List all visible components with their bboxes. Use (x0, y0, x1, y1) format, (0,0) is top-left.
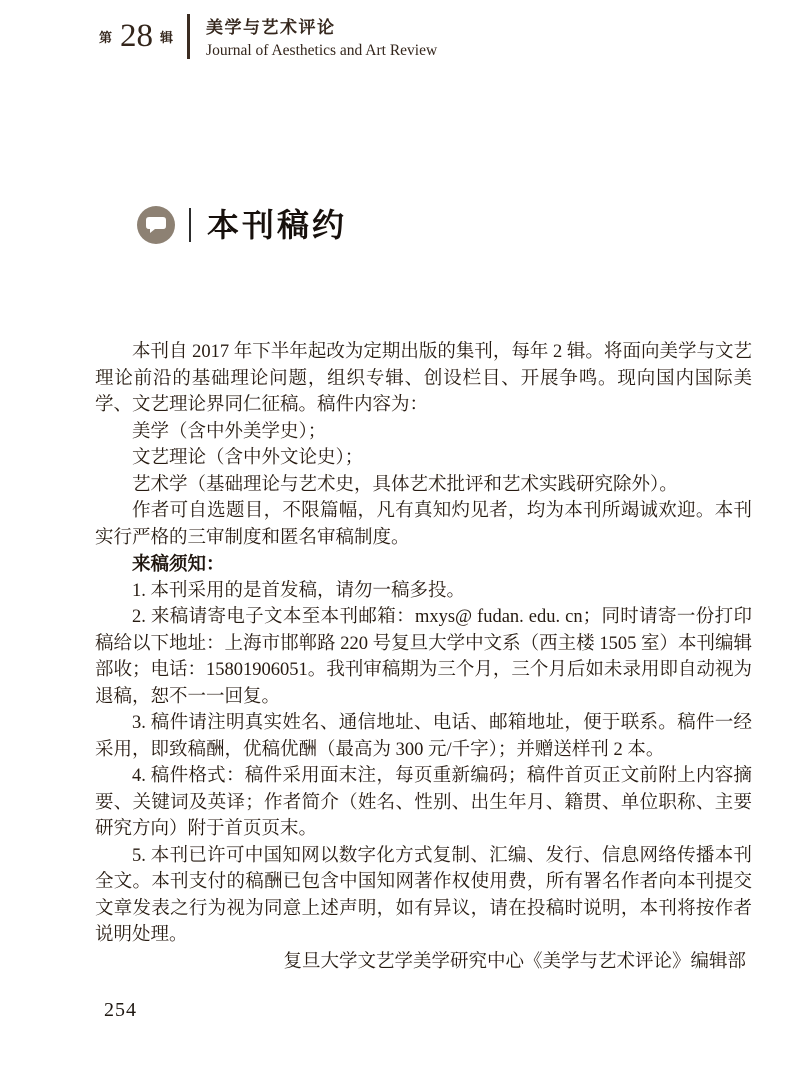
issue-number: 28 (120, 18, 154, 54)
notice-item: 1. 本刊采用的是首发稿，请勿一稿多投。 (132, 580, 466, 601)
notice-heading: 来稿须知： (132, 553, 225, 574)
title-divider (189, 208, 191, 242)
notice-item: 2. 来稿请寄电子文本至本刊邮箱：mxys@ fudan. edu. cn；同时请寄一份打印稿给以下地址：上海市邯郸路 220 号复旦大学中文系（西主楼 1505 室）本刊编辑部收；电话：15801906051。我刊审稿期为三个月，三个月后如未录用即自动视为退稿，恕不一一回复。 (95, 607, 752, 707)
speech-bubble-icon (137, 206, 175, 244)
issue-suffix: 辑 (160, 30, 175, 45)
article-title-block (137, 206, 347, 244)
notice-item: 3. 稿件请注明真实姓名、通信地址、电话、邮箱地址，便于联系。稿件一经采用，即致稿酬，优稿优酬（最高为 300 元/千字）；并赠送样刊 2 本。 (95, 713, 752, 760)
welcome-paragraph: 作者可自选题目，不限篇幅，凡有真知灼见者，均为本刊所竭诚欢迎。本刊实行严格的三审制度和匿名审稿制度。 (95, 501, 752, 548)
notice-item: 5. 本刊已许可中国知网以数字化方式复制、汇编、发行、信息网络传播本刊全文。本刊支付的稿酬已包含中国知网著作权使用费，所有署名作者向本刊提交文章发表之行为视为同意上述声明，如有异议，请在投稿时说明，本刊将按作者说明处理。 (95, 845, 752, 945)
scope-item: 美学（含中外美学史）； (132, 421, 327, 442)
editorial-signature: 复旦大学文艺学美学研究中心《美学与艺术评论》编辑部 (283, 951, 746, 972)
issue-info (99, 20, 174, 53)
page-title: 本刊稿约 (207, 207, 348, 243)
scope-item: 文艺理论（含中外文论史）； (132, 448, 364, 468)
journal-titles (206, 13, 437, 60)
scope-item: 艺术学（基础理论与艺术史，具体艺术批评和艺术实践研究除外）。 (132, 474, 678, 495)
intro-paragraph: 本刊自 2017 年下半年起改为定期出版的集刊，每年 2 辑。将面向美学与文艺理论前沿的基础理论问题，组织专辑、创设栏目、开展争鸣。现向国内国际美学、文艺理论界同仁征稿。稿件内容为： (95, 342, 752, 415)
running-head (99, 13, 437, 60)
header-divider (187, 14, 190, 59)
notice-item: 4. 稿件格式：稿件采用面末注，每页重新编码；稿件首页正文前附上内容摘要、关键词及英译；作者简介（姓名、性别、出生年月、籍贯、单位职称、主要研究方向）附于首页页末。 (95, 766, 752, 839)
article-body (95, 339, 752, 975)
issue-prefix: 第 (99, 30, 114, 45)
journal-title-en: Journal of Aesthetics and Art Review (206, 42, 438, 59)
page-number: 254 (104, 999, 137, 1021)
journal-title-zh: 美学与艺术评论 (206, 18, 336, 37)
